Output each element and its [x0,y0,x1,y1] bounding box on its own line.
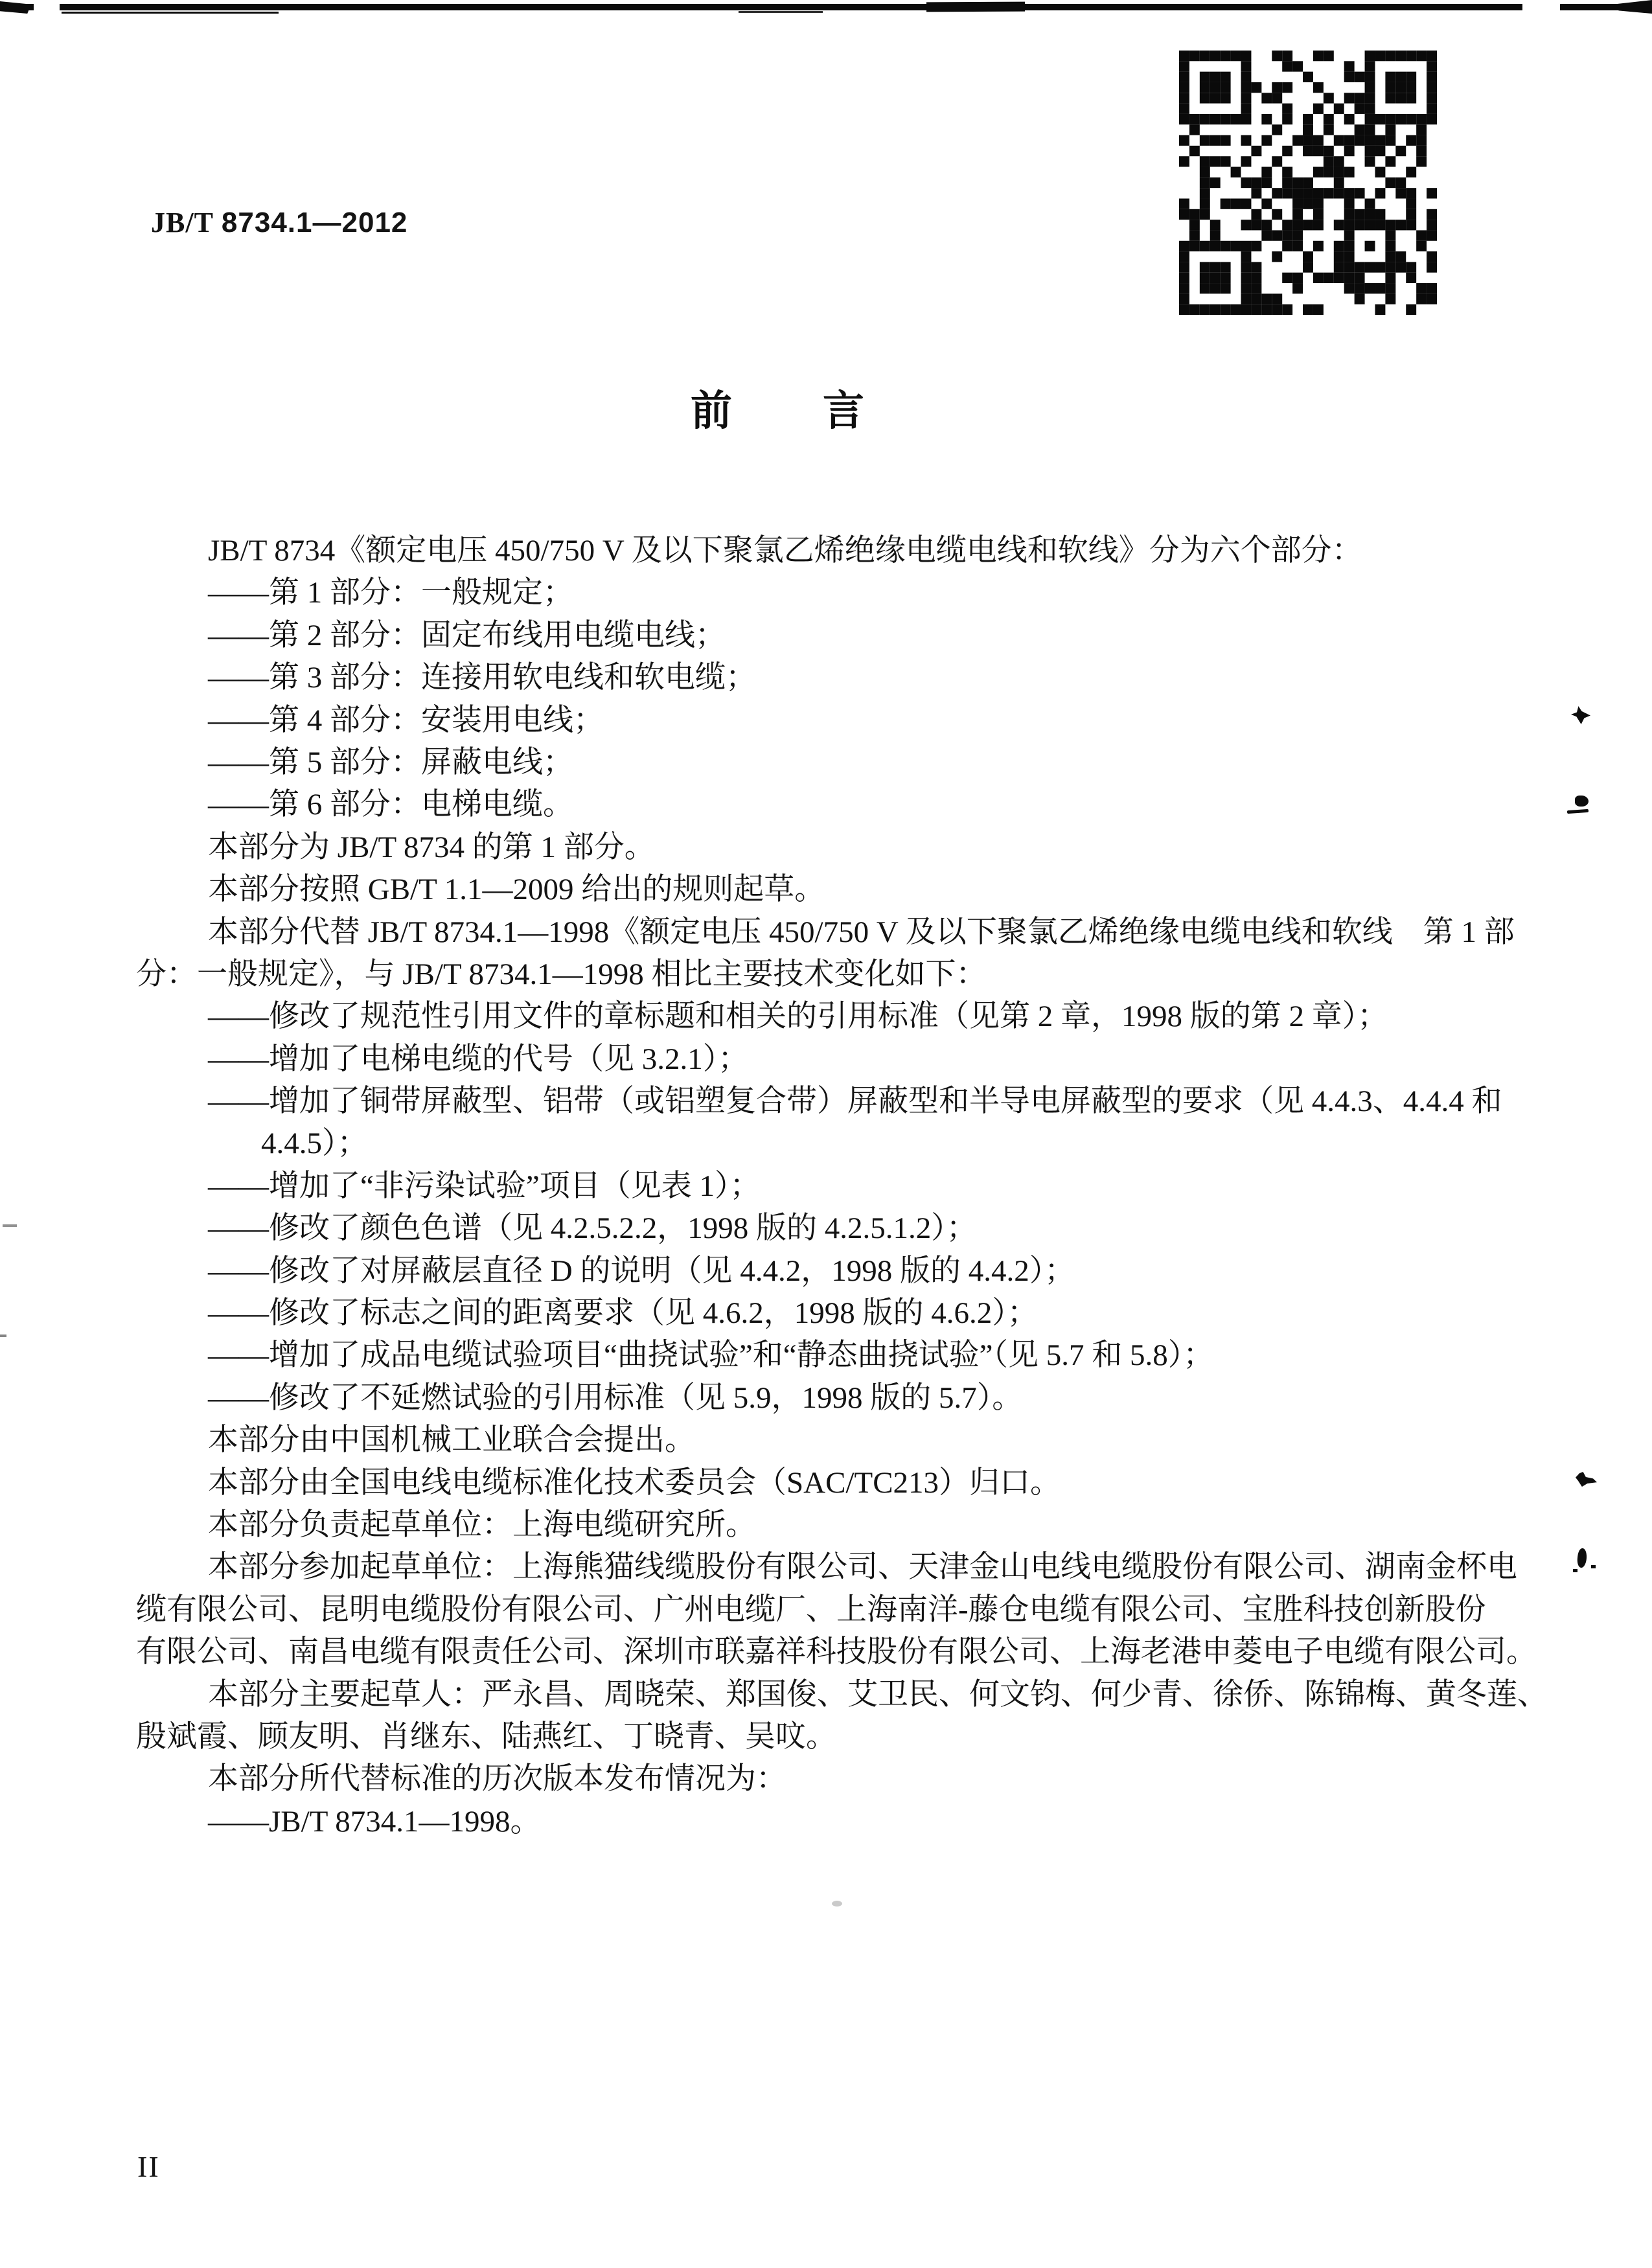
text-line: ——第 1 部分：一般规定； [208,576,573,610]
scan-topbar-underline [739,11,823,13]
text-line: ——修改了规范性引用文件的章标题和相关的引用标准（见第 2 章，1998 版的第 2 章）； [208,1000,1388,1034]
qr-code [1179,51,1437,315]
scan-topbar-gap [1522,3,1560,10]
text-line: 有限公司、南昌电缆有限责任公司、深圳市联嘉祥科技股份有限公司、上海老港申菱电子电缆有限公司。 [136,1635,1537,1669]
scan-artifact [0,1334,6,1337]
text-line: 本部分由中国机械工业联合会提出。 [208,1423,695,1458]
page-title-char: 前 [691,387,732,434]
text-line: ——增加了电梯电缆的代号（见 3.2.1）； [208,1042,749,1076]
text-line: ——增加了成品电缆试验项目“曲挠试验”和“静态曲挠试验”（见 5.7 和 5.8）； [208,1338,1214,1373]
text-line: ——第 4 部分：安装用电线； [208,703,604,737]
text-line: ——第 2 部分：固定布线用电缆电线； [208,618,726,652]
text-line: ——修改了颜色色谱（见 4.2.5.2.2，1998 版的 4.2.5.1.2）； [208,1211,977,1246]
text-line: 本部分代替 JB/T 8734.1—1998《额定电压 450/750 V 及以下聚氯乙烯绝缘电缆电线和软线 第 1 部 [208,915,1515,949]
text-line: 本部分负责起草单位：上海电缆研究所。 [208,1507,756,1542]
text-line: 本部分由全国电线电缆标准化技术委员会（SAC/TC213）归口。 [208,1465,1061,1500]
text-line: JB/T 8734《额定电压 450/750 V 及以下聚氯乙烯绝缘电缆电线和软线》分为六个部分： [208,534,1362,567]
scan-artifact [1591,1565,1596,1568]
scan-topbar-gap [34,3,60,11]
foreword-text-block [136,530,1594,1843]
scan-topbar-blob [926,2,1025,12]
text-line: ——增加了铜带屏蔽型、铝带（或铝塑复合带）屏蔽型和半导电屏蔽型的要求（见 4.4.3、4.4.4 和 [208,1084,1502,1119]
text-line: 4.4.5）； [261,1127,368,1161]
text-line: 本部分所代替标准的历次版本发布情况为： [208,1762,786,1796]
text-line: 殷斌霞、顾友明、肖继东、陆燕红、丁晓青、吴呅。 [136,1719,836,1754]
page-title [0,385,1555,437]
text-line: 本部分参加起草单位：上海熊猫线缆股份有限公司、天津金山电线电缆股份有限公司、湖南金杯电 [208,1550,1517,1585]
text-line: 缆有限公司、昆明电缆股份有限公司、广州电缆厂、上海南洋-藤仓电缆有限公司、宝胜科技创新股份 [136,1592,1486,1627]
text-line: 本部分主要起草人：严永昌、周晓荣、郑国俊、艾卫民、何文钧、何少青、徐侨、陈锦梅、黄冬莲、 [208,1677,1548,1712]
scan-topbar-underline [62,12,279,14]
text-line: ——第 5 部分：屏蔽电线； [208,745,573,779]
page-title-char: 言 [823,387,864,434]
scan-artifact [3,1224,17,1227]
text-line: ——第 3 部分：连接用软电线和软电缆； [208,661,756,695]
scan-artifact [832,1901,842,1907]
scan-artifact [1575,796,1589,807]
text-line: 分：一般规定》，与 JB/T 8734.1—1998 相比主要技术变化如下： [136,957,987,991]
text-line: ——增加了“非污染试验”项目（见表 1）； [208,1169,761,1203]
scan-topbar-line [0,4,1652,10]
text-line: ——修改了不延燃试验的引用标准（见 5.9，1998 版的 5.7）。 [208,1380,1023,1415]
scan-topbar-wedge [0,1,31,14]
text-line: ——修改了对屏蔽层直径 D 的说明（见 4.4.2，1998 版的 4.4.2）； [208,1254,1075,1288]
standard-code-header [151,206,407,240]
text-line: ——第 6 部分：电梯电缆。 [208,788,573,822]
page-number: II [137,2150,160,2183]
text-line: ——修改了标志之间的距离要求（见 4.6.2，1998 版的 4.6.2）； [208,1296,1038,1331]
standard-code-number: 8734.1—2012 [221,207,408,238]
scan-artifact [1573,1569,1577,1572]
text-line: ——JB/T 8734.1—1998。 [208,1804,541,1838]
text-line: 本部分为 JB/T 8734 的第 1 部分。 [208,830,655,864]
scan-topbar-corner [1616,0,1652,14]
text-line: 本部分按照 GB/T 1.1—2009 给出的规则起草。 [208,873,825,907]
standard-code-prefix: JB/T [151,207,214,238]
